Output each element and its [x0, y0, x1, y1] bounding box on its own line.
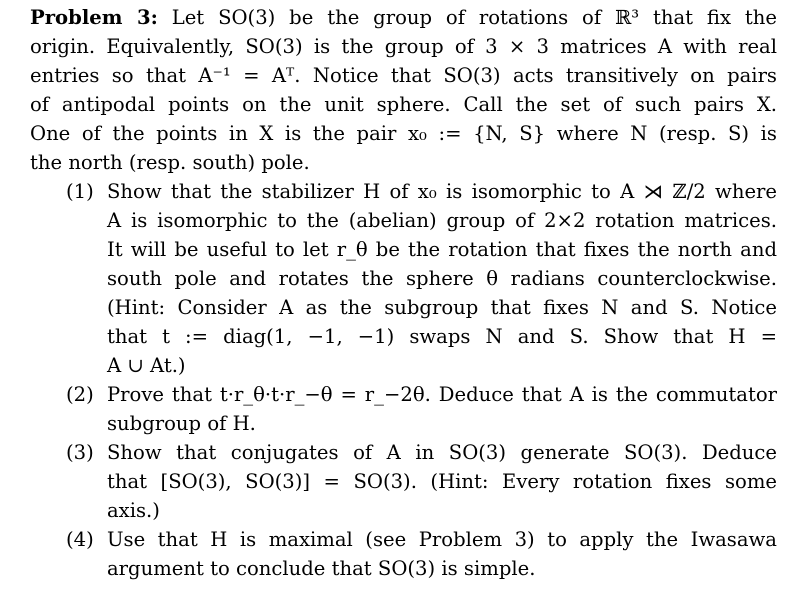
intro-line-1-text: Let SO(3) be the group of rotations of ℝ³ that fix the: [171, 6, 778, 29]
intro-line-6: the north (resp. south) pole.: [30, 151, 310, 174]
part-1: [30, 177, 777, 380]
part-3-line-2: that [SO(3), SO(3)] = SO(3). (Hint: Every rotation fixes some: [107, 470, 777, 493]
part-4: [30, 525, 777, 583]
part-2-line-1: Prove that t·r_θ·t·r_−θ = r_−2θ. Deduce that A is the commutator: [107, 383, 777, 406]
intro-line-5: One of the points in X is the pair x₀ := {N, S} where N (resp. S) is: [30, 122, 777, 145]
part-1-line-4: south pole and rotates the sphere θ radians counterclockwise.: [107, 267, 777, 290]
part-4-line-2: argument to conclude that SO(3) is simple.: [107, 557, 536, 580]
part-1-line-7: A ∪ At.): [107, 354, 186, 377]
part-3: [30, 438, 777, 525]
part-2-number: (2): [66, 383, 94, 406]
intro-line-1: [30, 3, 777, 32]
part-4-line-1: Use that H is maximal (see Problem 3) to apply the Iwasawa: [107, 528, 777, 551]
intro-line-3: entries so that A⁻¹ = Aᵀ. Notice that SO(3) acts transitively on pairs: [30, 64, 777, 87]
part-4-number: (4): [66, 528, 94, 551]
problem-intro: [30, 3, 777, 177]
part-3-line-1: Show that conjugates of A in SO(3) generate SO(3). Deduce: [107, 441, 777, 464]
part-3-number: (3): [66, 441, 94, 464]
part-1-number: (1): [66, 180, 94, 203]
part-1-line-2: A is isomorphic to the (abelian) group of 2×2 rotation matrices.: [107, 209, 777, 232]
part-2: [30, 380, 777, 438]
part-1-line-5: (Hint: Consider A as the subgroup that fixes N and S. Notice: [107, 296, 777, 319]
intro-line-4: of antipodal points on the unit sphere. Call the set of such pairs X.: [30, 93, 777, 116]
intro-line-2: origin. Equivalently, SO(3) is the group of 3 × 3 matrices A with real: [30, 35, 777, 58]
problem-document: [30, 3, 777, 583]
part-1-line-1: Show that the stabilizer H of x₀ is isomorphic to A ⋊ ℤ/2 where: [107, 180, 777, 203]
part-1-line-6: that t := diag(1, −1, −1) swaps N and S. Show that H =: [107, 325, 777, 348]
problem-heading: Problem 3:: [30, 6, 158, 29]
part-2-line-2: subgroup of H.: [107, 412, 256, 435]
part-3-line-3: axis.): [107, 499, 160, 522]
part-1-line-3: It will be useful to let r_θ be the rotation that fixes the north and: [107, 238, 777, 261]
